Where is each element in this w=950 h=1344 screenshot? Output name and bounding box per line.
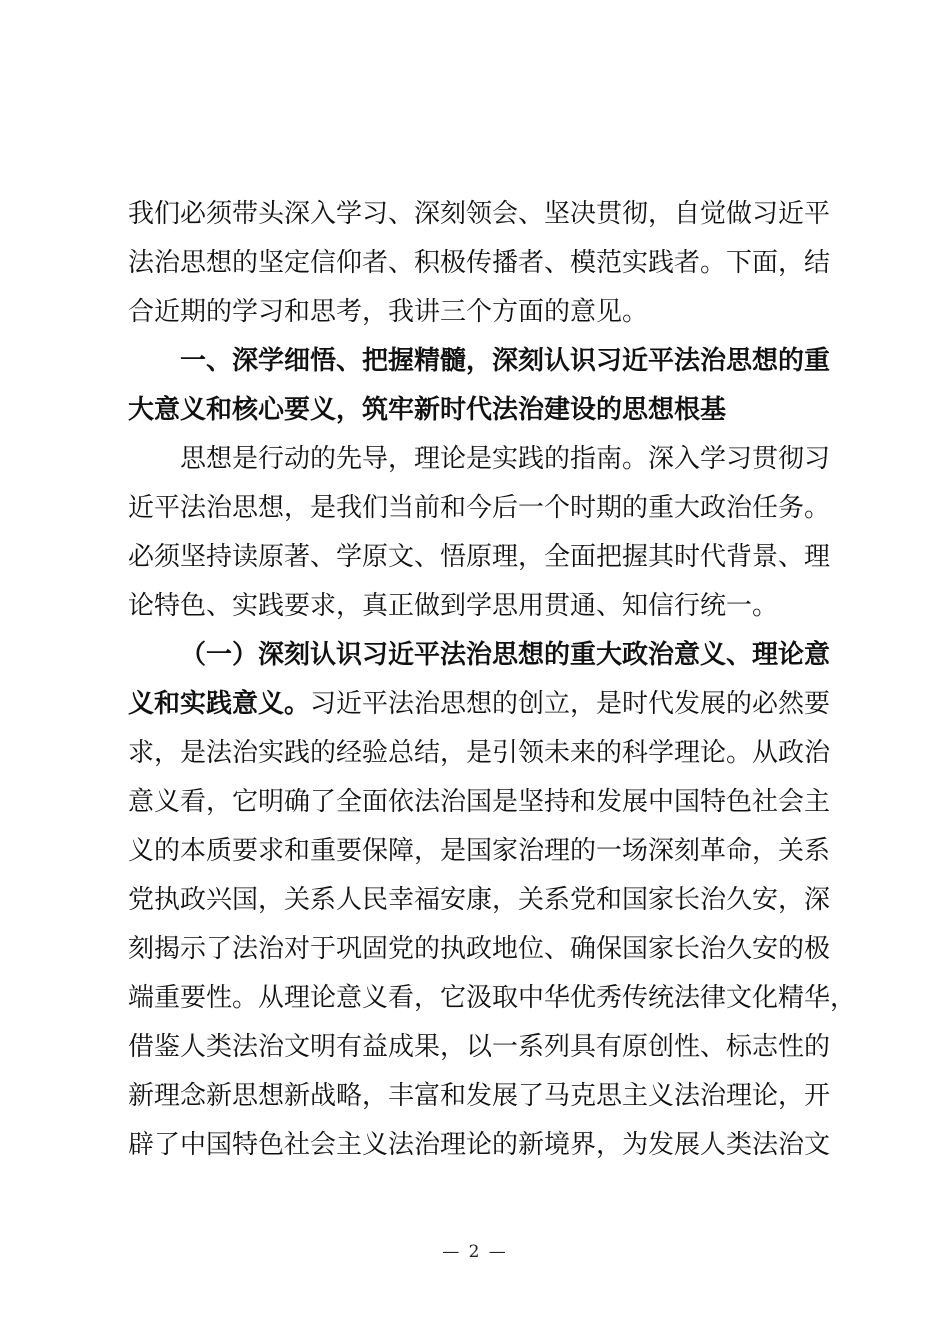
subsection-heading-line: （一）深刻认识习近平法治思想的重大政治意义、理论意	[180, 640, 831, 670]
text-line: 近平法治思想，是我们当前和今后一个时期的重大政治任务。	[128, 493, 831, 523]
text-line: 法治思想的坚定信仰者、积极传播者、模范实践者。下面，结	[128, 248, 831, 278]
subsection-heading-tail: 义和实践意义。	[128, 689, 311, 719]
text-line: 必须坚持读原著、学原文、悟原理，全面把握其时代背景、理	[128, 542, 831, 572]
page-number: — 2 —	[442, 1242, 508, 1262]
text-line: 党执政兴国，关系人民幸福安康，关系党和国家长治久安，深	[128, 885, 831, 915]
text-line: 合近期的学习和思考，我讲三个方面的意见。	[128, 297, 649, 327]
text-line: 刻揭示了法治对于巩固党的执政地位、确保国家长治久安的极	[128, 934, 831, 964]
text-run: 习近平法治思想的创立，是时代发展的必然要	[310, 689, 831, 719]
text-line: 义的本质要求和重要保障，是国家治理的一场深刻革命，关系	[128, 836, 831, 866]
text-line: 论特色、实践要求，真正做到学思用贯通、知信行统一。	[128, 591, 779, 621]
text-line: 意义看，它明确了全面依法治国是坚持和发展中国特色社会主	[128, 787, 831, 817]
section-heading-line: 大意义和核心要义，筑牢新时代法治建设的思想根基	[128, 395, 727, 425]
text-line: 新理念新思想新战略，丰富和发展了马克思主义法治理论，开	[128, 1081, 831, 1111]
text-line: 思想是行动的先导，理论是实践的指南。深入学习贯彻习	[180, 444, 831, 474]
text-line: 辟了中国特色社会主义法治理论的新境界，为发展人类法治文	[128, 1130, 831, 1160]
text-line: 我们必须带头深入学习、深刻领会、坚决贯彻，自觉做习近平	[128, 199, 831, 229]
body-text	[128, 190, 857, 1170]
section-heading-line: 一、深学细悟、把握精髓，深刻认识习近平法治思想的重	[180, 346, 831, 376]
text-line: 借鉴人类法治文明有益成果，以一系列具有原创性、标志性的	[128, 1032, 831, 1062]
text-line: 求，是法治实践的经验总结，是引领未来的科学理论。从政治	[128, 738, 831, 768]
text-line: 端重要性。从理论意义看，它汲取中华优秀传统法律文化精华，	[128, 983, 857, 1013]
mixed-line	[128, 680, 831, 729]
